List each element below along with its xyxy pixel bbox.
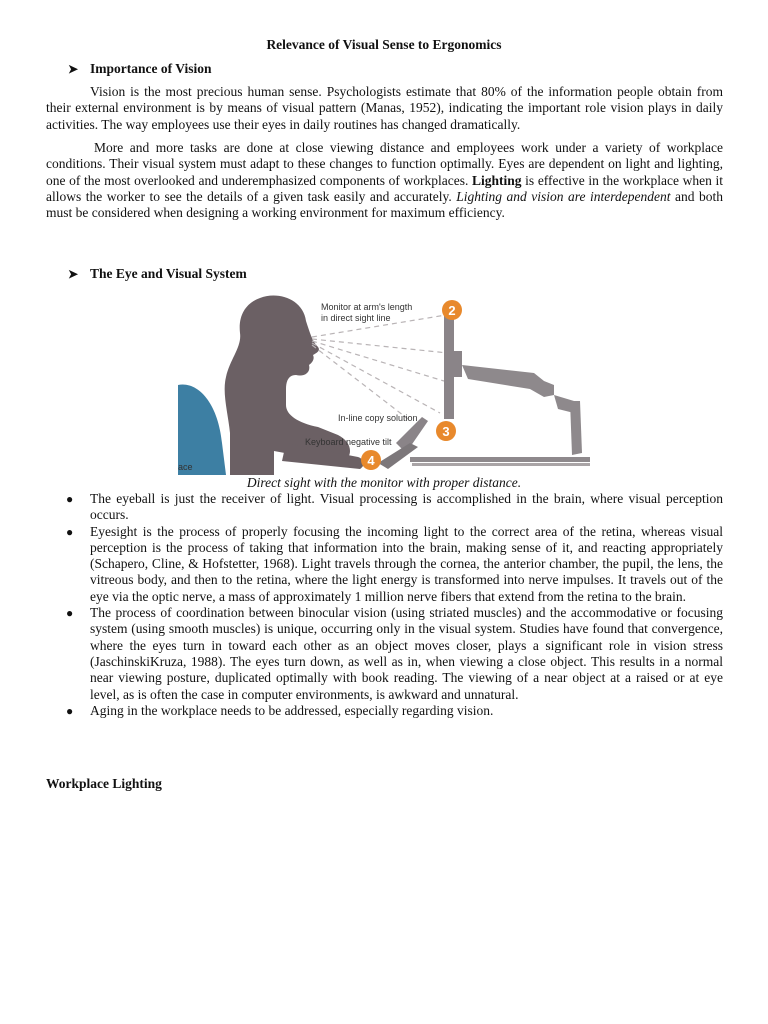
bullet-list [46,491,723,719]
list-item [46,524,723,605]
desk [410,457,590,462]
ergonomics-figure [178,293,590,475]
label-monitor-line1: Monitor at arm's length [321,302,413,312]
monitor-shape [444,315,454,419]
bullet-dot-icon: ● [66,606,74,621]
bullet-dot-icon: ● [66,492,74,506]
label-copy-solution: In-line copy solution [338,413,418,423]
paragraph-text: and both must be considered when designing a working environment for maximum efficiency. [46,188,723,221]
list-item [46,605,723,703]
paragraph-text: More and more tasks are done at close viewing distance and employees work under a variety of workplace conditions. Their visual system must adapt to these changes to function optimally. Eyes are dependent on light and lighting, one of the most overlooked and underemphasized components of workplaces. [46,140,723,188]
badge-4-label: 4 [367,453,375,468]
label-monitor-line2: in direct sight line [321,313,391,323]
list-item-text: Aging in the workplace needs to be addressed, especially regarding vision. [90,702,494,718]
paragraph-importance-1: Vision is the most precious human sense. Psychologists estimate that 80% of the information people obtain from their external environment is by means of visual pattern (Manas, 1952), indicating the important role vision plays in daily activities. The way employees use their eyes in daily routines has changed dramatically. [46,84,723,132]
badge-2-label: 2 [448,303,456,318]
bullet-dot-icon: ● [66,524,74,539]
section-heading-importance [68,61,212,77]
paragraph-text: is effective in the workplace when it allows the worker to see the details of a given task easily and accurately. [46,172,723,204]
list-item-text: The process of coordination between binocular vision (using striated muscles) and the accommodative or focusing system (using smooth muscles) is unique, occurring only in the visual system. Studies have found that convergence, where the eyes turn in toward each other as an object moves closer, plays a significant role in vision stress (JaschinskiKruza, 1988). The eyes turn down, as well as in, when viewing a close object. This results in a normal near viewing posture, duplicated optimally with book reading. The viewing of a near object at a raised or at eye level, as is often the case in computer environments, is awkward and unnatural. [90,605,723,702]
paragraph-importance-2 [46,140,723,221]
list-item [46,703,723,719]
section-heading-eye [68,266,247,282]
bullet-dot-icon: ● [66,703,74,718]
list-item-text: Eyesight is the process of properly focusing the incoming light to the correct area of the retina, whereas visual perception is the process of taking that information into the brain, making sense of it, and reacting appropriately (Schapero, Cline, & Hofstetter, 1968). Light travels through the cornea, the anterior chamber, the pupil, the lens, the vitreous body, and then to the retina, where the light energy is transformed into nerve impulses. It travels out of the eye via the optic nerve, a mass of approximately 1 million nerve fibers that extend from the retina to the brain. [90,523,723,604]
label-keyboard-tilt: Keyboard negative tilt [305,437,392,447]
arrow-bullet-icon: ➤ [68,266,79,281]
workstation-illustration [178,293,590,475]
section-heading-label: The Eye and Visual System [90,266,247,281]
badge-3-label: 3 [442,424,450,439]
figure-caption: Direct sight with the monitor with proper distance. [246,475,522,490]
section-heading-workplace-lighting: Workplace Lighting [46,776,162,791]
list-item [46,491,723,524]
section-heading-label: Importance of Vision [90,61,212,76]
label-edge-text: ace [178,462,193,472]
list-item-text: The eyeball is just the receiver of light. Visual processing is accomplished in the brain, where visual perception occurs. [90,491,723,523]
arrow-bullet-icon: ➤ [68,61,79,76]
italic-emphasis: Lighting and vision are interdependent [456,188,671,204]
page-title: Relevance of Visual Sense to Ergonomics [266,37,502,52]
bold-term-lighting: Lighting [471,172,522,188]
